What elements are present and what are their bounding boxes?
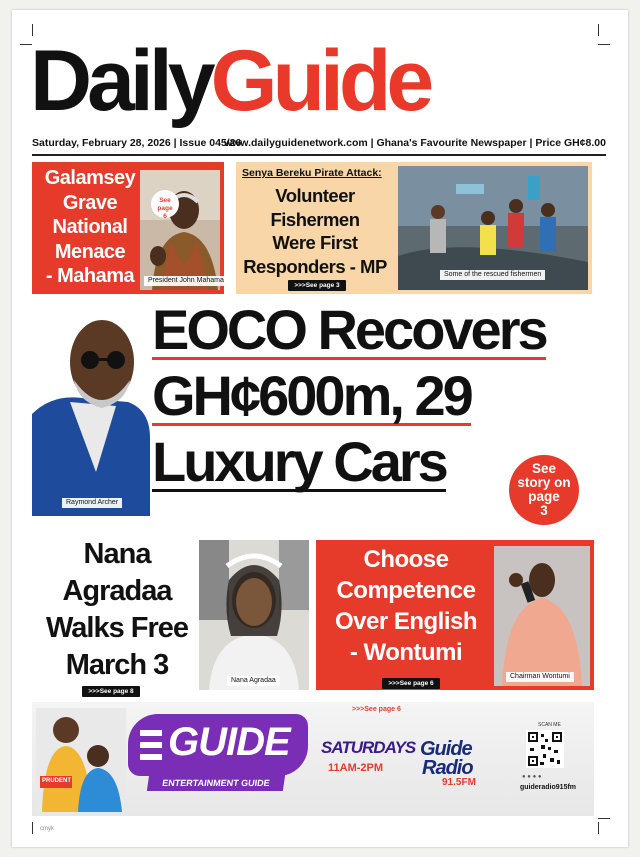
date-issue: Saturday, February 28, 2026 | Issue 045/26 [32, 137, 242, 149]
ad-see-page[interactable]: >>>See page 6 [352, 706, 401, 713]
badge-text: See [531, 461, 557, 476]
masthead-guide: Guide [210, 33, 430, 129]
cmyk-mark: cmyk [40, 826, 54, 832]
badge-text: 6 [163, 213, 167, 220]
ad-time: 11AM-2PM [328, 762, 384, 774]
headline-line: Menace [54, 240, 126, 263]
archer-caption: Raymond Archer [62, 498, 122, 508]
crop-mark [598, 24, 599, 36]
headline-line: Competence [336, 577, 476, 604]
badge-text: See [159, 197, 171, 204]
entertainment-band: ENTERTAINMENT GUIDE [147, 775, 285, 791]
site-price: www.dailyguidenetwork.com | Ghana's Favourite Newspaper | Price GH¢8.00 [223, 137, 606, 149]
radio-logo-radio: Radio [422, 757, 473, 779]
guide-logo-text: GUIDE [168, 720, 290, 764]
badge-text: story on [517, 475, 571, 490]
badge-text: page [157, 205, 173, 212]
presenter-badge: PRUDENT [42, 778, 72, 784]
headline-line: Grave [62, 191, 118, 214]
presenters-photo [36, 708, 126, 812]
mahama-caption: President John Mahama [144, 276, 224, 286]
galamsey-headline [34, 166, 146, 289]
radio-frequency: 91.5FM [442, 777, 476, 788]
scan-label: SCAN ME [538, 722, 561, 728]
archer-photo [32, 302, 150, 516]
headline-line: EOCO Recovers [152, 298, 546, 361]
headline-line: Choose [363, 546, 449, 573]
headline-line: Walks Free [45, 612, 189, 644]
headline-line: Agradaa [62, 575, 172, 607]
masthead-daily: Daily [30, 33, 211, 129]
ad-day: SATURDAYS [321, 738, 416, 757]
senya-headline [236, 184, 394, 278]
see-page-badge[interactable] [151, 190, 179, 218]
headline-line: Galamsey [44, 167, 136, 189]
headline-line: Volunteer [275, 185, 355, 206]
badge-text: page [528, 489, 560, 504]
agradaa-caption: Nana Agradaa [227, 676, 280, 686]
headline-line: GH¢600m, 29 [152, 364, 471, 427]
headline-line: Nana [83, 538, 151, 570]
headline-line: March 3 [65, 649, 169, 681]
headline-line: Responders - MP [243, 255, 387, 277]
crop-mark [32, 822, 33, 834]
headline-line: - Mahama [45, 265, 135, 287]
headline-line: - Wontumi [349, 639, 463, 666]
social-handle: guideradio915fm [520, 784, 577, 791]
senya-kicker: Senya Bereku Pirate Attack: [242, 167, 382, 179]
badge-text: 3 [540, 503, 548, 518]
wontumi-caption: Chairman Wontumi [506, 672, 574, 682]
wontumi-headline [318, 544, 494, 668]
wontumi-story[interactable] [316, 540, 594, 690]
agradaa-photo [199, 540, 309, 690]
mahama-photo [140, 170, 220, 290]
headline-line: National [52, 216, 128, 238]
headline-line: Luxury Cars [152, 430, 446, 493]
masthead-logo[interactable] [30, 33, 600, 129]
masthead-rule [32, 154, 606, 156]
qr-code[interactable] [526, 730, 564, 768]
galamsey-story[interactable] [32, 162, 224, 294]
senya-story[interactable] [236, 162, 592, 294]
guide-logo[interactable] [128, 714, 308, 776]
guide-radio-ad[interactable] [32, 702, 594, 816]
headline-line: Over English [334, 608, 478, 635]
crop-mark [598, 818, 610, 819]
social-icons: ● ● ● ● [522, 774, 542, 780]
agradaa-see-page[interactable]: >>>See page 8 [82, 686, 140, 697]
fishermen-caption: Some of the rescued fishermen [440, 270, 545, 280]
radio-logo-guide: Guide [420, 738, 472, 760]
wontumi-see-page[interactable]: >>>See page 6 [382, 678, 440, 689]
headline-line: Fishermen [270, 208, 360, 230]
headline-line: Were First [272, 232, 358, 253]
dateline [32, 137, 606, 153]
agradaa-headline[interactable] [32, 536, 202, 684]
see-story-badge[interactable] [509, 455, 579, 525]
wontumi-photo [494, 546, 590, 686]
crop-mark [598, 822, 599, 834]
senya-see-page[interactable]: >>>See page 3 [288, 280, 346, 291]
